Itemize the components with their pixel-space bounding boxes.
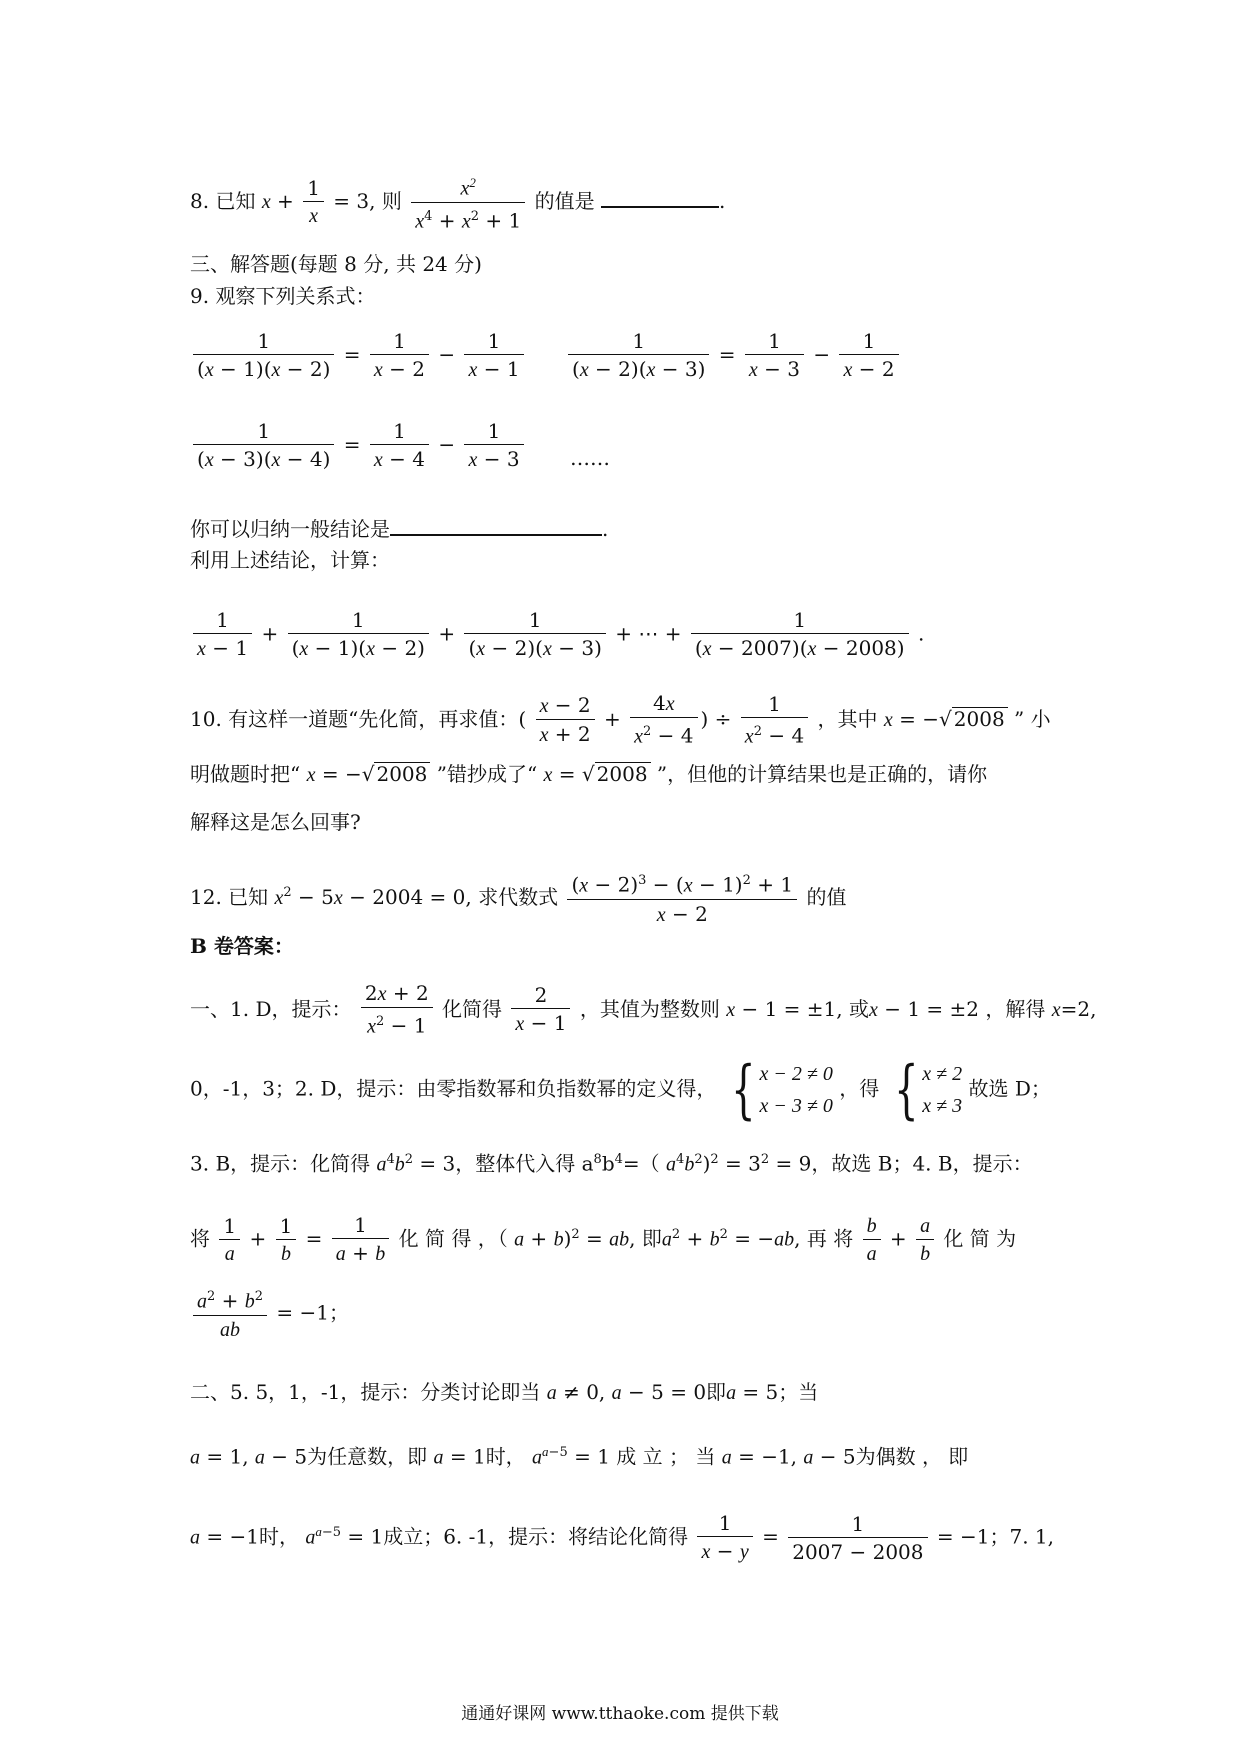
q8-end: . [718, 189, 726, 214]
question-10-line-1: 10. 有这样一道题“先化简，再求值：( $\frac{x - 2}{x + 2}$ + $\frac{4x}{x^2 - 4}$ ) ÷ $\frac{1}{x^2 - 4}$ ，其中 x = −√ 2008 ” 小 [190, 690, 1051, 751]
answer-text: 0，-1，3；2. D，提示：由零指数幂和负指数幂的定义得， [190, 1076, 717, 1101]
answer-text: 将 [190, 1226, 210, 1251]
q9-relation-2: $\frac{1}{(x - 2)(x - 3)}$ = $\frac{1}{x - 3}$ − $\frac{1}{x - 2}$ [565, 328, 902, 384]
q9-sum: $\frac{1}{x - 1}$ + $\frac{1}{(x - 1)(x - 2)}$ + $\frac{1}{(x - 2)(x - 3)}$ + ⋯ + $\frac{1}{(x - 2007)(x - 2008)}$ . [190, 607, 924, 663]
section-3-title: 三、解答题(每题 8 分, 共 24 分) [190, 252, 482, 276]
q9-conclusion-text: 你可以归纳一般结论是 [190, 517, 390, 541]
q10-text: ” 小 [1014, 706, 1051, 731]
q8-text: 的值是 [534, 189, 595, 214]
question-10-line-3: 解释这是怎么回事? [190, 810, 361, 834]
answer-text: ，解得 [985, 996, 1046, 1021]
answer-text: b [601, 1151, 615, 1176]
answer-text: ，其值为整数则 [579, 996, 720, 1021]
answer-text: 化简得 [442, 996, 503, 1021]
question-12: 12. 已知 $x^2 - 5x - 2004 = 0$, 求代数式 $\frac{(x - 2)^3 - (x - 1)^2 + 1}{x - 2}$ 的值 [190, 868, 846, 929]
answer-text: 一、1. D，提示： [190, 996, 352, 1021]
answer-text: ；7. 1, [989, 1524, 1055, 1549]
answer-text: =2, [1060, 996, 1097, 1021]
answer-text: 二、5. 5，1，-1，提示：分类讨论即当 [190, 1380, 541, 1404]
answer-text: ，故选 B；4. B，提示： [811, 1151, 1033, 1176]
answer-text: ； [329, 1300, 350, 1325]
q12-text: , 求代数式 [465, 884, 559, 909]
answer-text: , 再 将 [794, 1226, 854, 1251]
answer-1-line-1: 一、1. D，提示： $\frac{2x + 2}{x^2 - 1}$ 化简得 $\frac{2}{x - 1}$ ，其值为整数则 x − 1 = ±1, 或x − 1 = ±2 ，解得 x=2, [190, 980, 1096, 1041]
answer-4-result: $\frac{a^2 + b^2}{ab}$ = −1； [190, 1284, 349, 1344]
answer-blank [390, 534, 602, 536]
answer-section-2-line-2: a = 1, a − 5为任意数，即 a = 1时， $a^{a-5} = 1$ 成 立 ； 当 a = −1, a − 5为偶数 ， 即 [190, 1444, 969, 1469]
answer-section-2-line-1: 二、5. 5，1，-1，提示：分类讨论即当 a ≠ 0, a − 5 = 0即a = 5；当 [190, 1380, 819, 1404]
q8-text: 8. 已知 [190, 189, 256, 214]
answer-4: 将 $\frac{1}{a}$ + $\frac{1}{b}$ = $\frac{1}{a + b}$ 化 简 得 ，（ a + b)$^2$ = ab, 即$a^2 + b^2 = -ab$, 再 将 $\frac{b}{a}$ + $\frac{a}{b}$ 化 简 为 [190, 1212, 1016, 1268]
answer-text: 成立；6. -1，提示：将结论化简得 [383, 1524, 689, 1549]
answer-text: ，整体代入得 a [455, 1151, 594, 1176]
answer-text: 为任意数，即 [307, 1444, 428, 1469]
q12-text: 12. 已知 [190, 884, 269, 909]
q9-intro: 9. 观察下列关系式： [190, 284, 376, 308]
answer-section-2-line-3: a = −1时， $a^{a-5} = 1$成立；6. -1，提示：将结论化简得 $\frac{1}{x - y}$ = $\frac{1}{2007 - 2008}$ = −1；7. 1, [190, 1510, 1054, 1566]
question-8: 8. 已知 x + $\frac{1}{x}$ = 3, 则 $\frac{x^2}{x^4 + x^2 + 1}$ 的值是 . [190, 170, 725, 235]
question-10-line-2: 明做题时把“ x = −√ 2008 ”错抄成了“ x = √ 2008 ”，但他的计算结果也是正确的，请你 [190, 762, 988, 786]
q9-relation-3: $\frac{1}{(x - 3)(x - 4)}$ = $\frac{1}{x - 4}$ − $\frac{1}{x - 3}$ [190, 418, 527, 474]
q10-text: 明做题时把“ [190, 762, 301, 786]
answer-text: =（ [622, 1151, 660, 1176]
q9-ellipsis: …… [570, 446, 610, 470]
answer-text: ，得 [839, 1076, 880, 1101]
q9-end: . [602, 517, 609, 541]
q9-use: 利用上述结论，计算： [190, 548, 390, 572]
answer-text: 化 简 得 ，（ [398, 1226, 508, 1251]
answer-text: 时， [485, 1444, 526, 1469]
answer-text: 3. B，提示：化简得 [190, 1151, 371, 1176]
answer-text: 时， [258, 1524, 299, 1549]
q12-text: 的值 [806, 884, 847, 909]
answer-3: 3. B，提示：化简得 $a^4b^2 = 3$，整体代入得 $a^8b^4=$（ $a^4b^2)^2 = 3^2 = 9$，故选 B；4. B，提示： [190, 1151, 1033, 1176]
q10-text: ，其中 [817, 706, 878, 731]
answer-1-line-2: 0，-1，3；2. D，提示：由零指数幂和负指数幂的定义得， { x − 2 ≠ 0 x − 3 ≠ 0 ，得 { x ≠ 2 x ≠ 3 故选 D； [190, 1053, 1051, 1127]
answer-text: 成 立 ； 当 [616, 1444, 716, 1469]
q10-text: 10. 有这样一道题“先化简，再求值：( [190, 706, 527, 731]
q9-relation-1: $\frac{1}{(x - 1)(x - 2)}$ = $\frac{1}{x - 2}$ − $\frac{1}{x - 1}$ [190, 328, 527, 384]
q8-text: , 则 [369, 189, 402, 214]
answer-text: 化 简 为 [943, 1226, 1017, 1251]
q9-conclusion [190, 515, 608, 543]
answer-text: 故选 D； [968, 1076, 1051, 1101]
answers-title: B 卷答案： [190, 934, 294, 958]
page-footer: 通通好课网 www.tthaoke.com 提供下载 [461, 1704, 779, 1724]
answer-text: ；当 [778, 1380, 819, 1404]
q10-text: ”，但他的计算结果也是正确的，请你 [656, 762, 988, 786]
q10-text: ”错抄成了“ [436, 762, 538, 786]
answer-blank [601, 206, 719, 208]
answer-text: 为偶数 ， 即 [855, 1444, 969, 1469]
